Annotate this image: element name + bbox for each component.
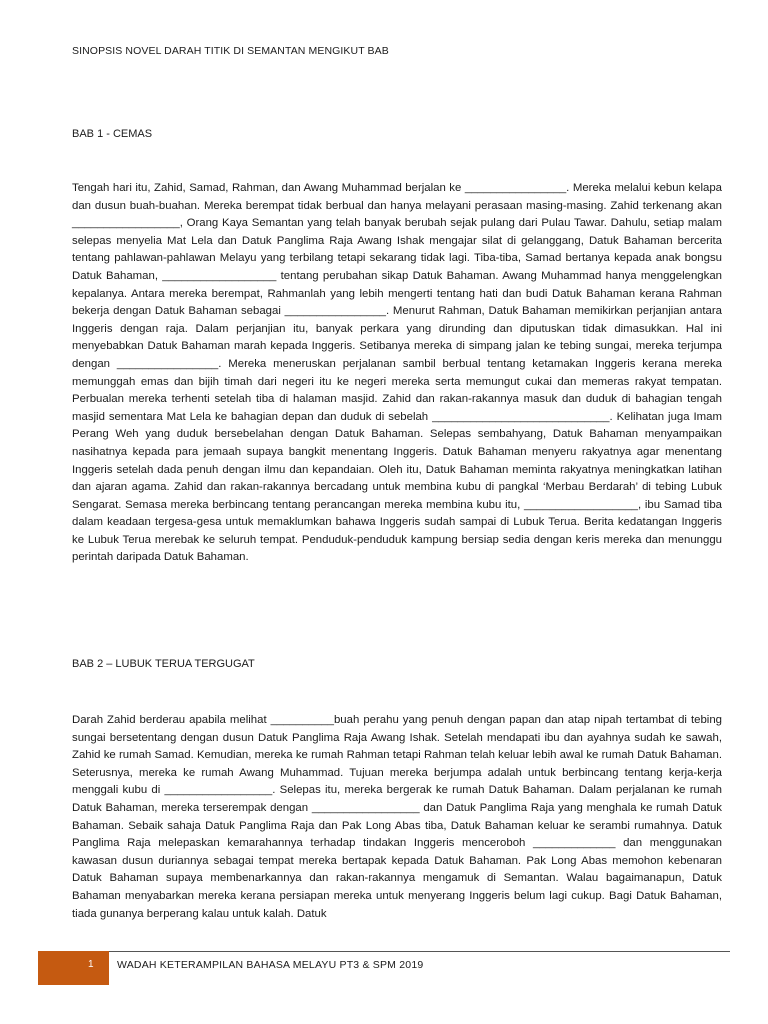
chapter-2-paragraph: Darah Zahid berderau apabila melihat __________buah perahu yang penuh dengan papan dan atap nipah tertambat di tebing sungai bersetentang dengan dusun Datuk Panglima Raja Awang Ishak. Setelah mendapati ibu dan ayahnya sudah ke sawah, Zahid ke rumah Samad. Kemudian, mereka ke rumah Rahman tetapi Rahman telah keluar lebih awal ke rumah Datuk Bahaman. Seterusnya, mereka ke rumah Awang Muhammad. Tujuan mereka berjumpa adalah untuk berbincang tentang kerja-kerja menggali kubu di _________________. Selepas itu, mereka bergerak ke rumah Datuk Bahaman. Dalam perjalanan ke rumah Datuk Bahaman, mereka terserempak dengan _________________ dan Datuk Panglima Raja yang menghala ke rumah Datuk Bahaman. Sebaik sahaja Datuk Panglima Raja dan Pak Long Abas tiba, Datuk Bahaman keluar ke serambi rumahnya. Datuk Panglima Raja melepaskan kemarahannya terhadap tindakan Inggeris menceroboh _____________ dan menggunakan kawasan dusun duriannya sebagai tempat mereka bertapak kepada Datuk Bahaman. Pak Long Abas memohon kebenaran Datuk Bahaman supaya membenarkannya dan rakan-rakannya mengamuk di Semantan. Walau bagaimanapun, Datuk Bahaman menyabarkan mereka kerana persiapan mereka untuk menyerang Inggeris belum lagi cukup. Bagi Datuk Bahaman, tiada gunanya berperang kalau untuk kalah. Datuk <box>72 714 722 920</box>
chapter-1-heading: BAB 1 - CEMAS <box>72 128 153 140</box>
footer-divider <box>38 951 730 952</box>
page-number: 1 <box>88 959 94 970</box>
chapter-2-heading: BAB 2 – LUBUK TERUA TERGUGAT <box>72 658 255 670</box>
chapter-1-paragraph: Tengah hari itu, Zahid, Samad, Rahman, dan Awang Muhammad berjalan ke ________________. Mereka melalui kebun kelapa dan dusun buah-buahan. Mereka berempat tidak berbual dan hanya melayani perasaan masing-masing. Zahid terkenang akan _________________, Orang Kaya Semantan yang telah banyak berubah sejak pulang dari Pulau Tawar. Dahulu, setiap malam selepas menyelia Mat Lela dan Datuk Panglima Raja Awang Ishak mengajar silat di gelanggang, Datuk Bahaman bercerita tentang pahlawan-pahlawan Melayu yang terbilang tetapi sekarang tidak lagi. Tiba-tiba, Samad bertanya kepada anak bongsu Datuk Bahaman, __________________ tentang perubahan sikap Datuk Bahaman. Awang Muhammad hanya menggelengkan kepalanya. Antara mereka berempat, Rahmanlah yang lebih mengerti tentang hati dan budi Datuk Bahaman kerana Rahman bekerja dengan Datuk Bahaman sebagai ________________. Menurut Rahman, Datuk Bahaman memikirkan perjanjian antara Inggeris dengan raja. Dalam perjanjian itu, banyak perkara yang dirunding dan diputuskan tidak dimasukkan. Hal ini menyebabkan Datuk Bahaman marah kepada Inggeris. Setibanya mereka di simpang jalan ke tebing sungai, mereka terjumpa dengan ________________. Mereka meneruskan perjalanan sambil berbual tentang ketamakan Inggeris kerana mereka memunggah emas dan bijih timah dari negeri itu ke negeri mereka serta memungut cukai dan memeras rakyat tempatan. Perbualan mereka terhenti setelah tiba di halaman masjid. Zahid dan rakan-rakannya masuk dan duduk di bahagian tengah masjid sementara Mat Lela ke bahagian depan dan duduk di sebelah ____________________________. Kelihatan juga Imam Perang Weh yang duduk bersebelahan dengan Datuk Bahaman. Selepas sembahyang, Datuk Bahaman menyampaikan nasihatnya kepada para jemaah supaya bangkit menentang Inggeris. Datuk Bahaman menyeru rakyatnya agar menentang Inggeris setelah dada penuh dengan ilmu dan kepandaian. Oleh itu, Datuk Bahaman meminta rakyatnya meningkatkan latihan dan ajaran agama. Zahid dan rakan-rakannya bercadang untuk membina kubu di pangkal ‘Merbau Berdarah’ di tebing Lubuk Sengarat. Semasa mereka berbincang tentang perancangan mereka membina kubu itu, __________________, ibu Samad tiba dalam keadaan tergesa-gesa untuk memaklumkan bahawa Inggeris sudah sampai di Lubuk Terua. Berita kedatangan Inggeris ke Lubuk Terua merebak ke seluruh tempat. Penduduk-penduduk kampung bersiap sedia dengan keris mereka dan menunggu perintah daripada Datuk Bahaman. <box>72 182 722 564</box>
page-number-box <box>38 951 109 985</box>
document-title: SINOPSIS NOVEL DARAH TITIK DI SEMANTAN MENGIKUT BAB <box>72 45 389 57</box>
footer-text: WADAH KETERAMPILAN BAHASA MELAYU PT3 & SPM 2019 <box>117 959 424 971</box>
